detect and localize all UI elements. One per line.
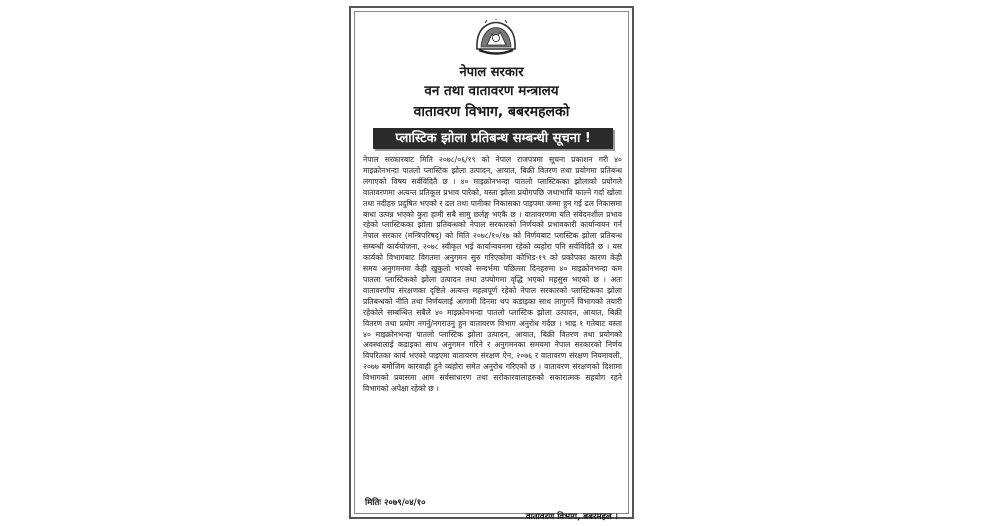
- notice-date: मितिः २०७९/०४/१०: [365, 498, 426, 508]
- notice-title: प्लास्टिक झोला प्रतिबन्ध सम्बन्धी सूचना !: [373, 128, 613, 149]
- government-name: नेपाल सरकार: [459, 65, 524, 80]
- notice-inner-border: [354, 11, 629, 522]
- department-name: वातावरण विभाग, बबरमहलको: [413, 104, 570, 120]
- notice-body: नेपाल सरकारबाट मिति २०७८/०६/१९ को नेपाल राजपत्रमा सूचना प्रकाशन गरी ४० माइक्रोनभन्दा पातलो प्लास्टिक झोला उत्पादन, आयात, बिक्री वितरण तथा प्रयोगमा प्रतिबन्ध लगाएको विषय सर्वविदितै छ । ४० माइक्रोनभन्दा पातलो प्लास्टिकका झोलाको प्रयोगले वातावरणमा अत्यन्त प्रतिकूल प्रभाव पारेको, यस्ता झोला प्रयोगपछि जथाभावि फाल्ने गर्दा खोला तथा नदीहरु प्रदुषित भएको र ढल तथा पानीका निकासका पाइपमा जम्मा हुन गई ढल निकासमा बाधा उत्पन्न भएको कुरा हामी सबै सामु छर्लङ्ग भएकै छ । वातावरणमा यति संवेदनशील प्रभाव रहेको प्लास्टिकका झोला प्रतिबन्धको नेपाल सरकारको निर्णयको प्रभावकारी कार्यान्वयन गर्न नेपाल सरकार (मन्त्रिपरिषद्) को मिति २०७८/१०/१७ को निर्णयबाट प्लास्टिक झोला प्रतिबन्ध सम्बन्धी कार्ययोजना, २०७८ स्वीकृत भई कार्यान्वयनमा रहेको व्यहोरा पनि सर्वविदितै छ । यस कार्यको विभागबाट विगतमा अनुगमन सुरु गरिएकोमा कोभिड-१९ को प्रकोपका कारण केही समय अनुगमनमा केही खुकुलो भएको सन्दर्भमा पछिल्ला दिनहरुमा ४० माइक्रोनभन्दा कम पातला प्लास्टिकको झोला उत्पादन तथा उपयोगमा वृद्धि भएको महसुस भएको छ । अतः वातावरणीय संरक्षणका दृष्टिले अत्यन्त महत्वपूर्ण रहेको नेपाल सरकारको प्लास्टिकका झोला प्रतिबन्धको नीति तथा निर्णयलाई आगामी दिनमा थप कडाइका साथ लागुगर्ने विभागको तयारी रहेकोले सम्बन्धित सबैले ४० माइक्रोनभन्दा पातलो प्लास्टिक झोला उत्पादन, आयात, बिक्री वितरण तथा प्रयोग नगर्नु/नगराउनु हुन वातावरण विभाग अनुरोध गर्दछ । भाद्र १ गतेबाट यस्ता ४० माइक्रोनभन्दा पातलो प्लास्टिक झोला उत्पादन, आयात, बिक्री वितरण तथा प्रयोगको अवस्थालाई कडाइका साथ अनुगमन गरिने र अनुगमनका समयमा नेपाल सरकारको निर्णय विपरितका कार्य भएको पाइएमा वातावरण संरक्षण ऐन, २०७६ र वातावरण संरक्षण नियमावली, २०७७ बमोजिम कारवाही हुने व्यहोरा समेत अनुरोध गरिएको छ । वातावरण संरक्षणको दिशामा विभागको प्रयासमा आम सर्वसाधारण तथा सरोकारवालाहरुको सकारात्मक सहयोग रहने विभागको अपेक्षा रहेको छ ।: [363, 155, 622, 394]
- notice-signature: वातावरण विभाग, बबरमहल ।: [525, 512, 618, 522]
- nepal-government-emblem-icon: [473, 19, 519, 59]
- public-notice: [349, 6, 634, 522]
- ministry-name: वन तथा वातावरण मन्त्रालय: [424, 83, 559, 99]
